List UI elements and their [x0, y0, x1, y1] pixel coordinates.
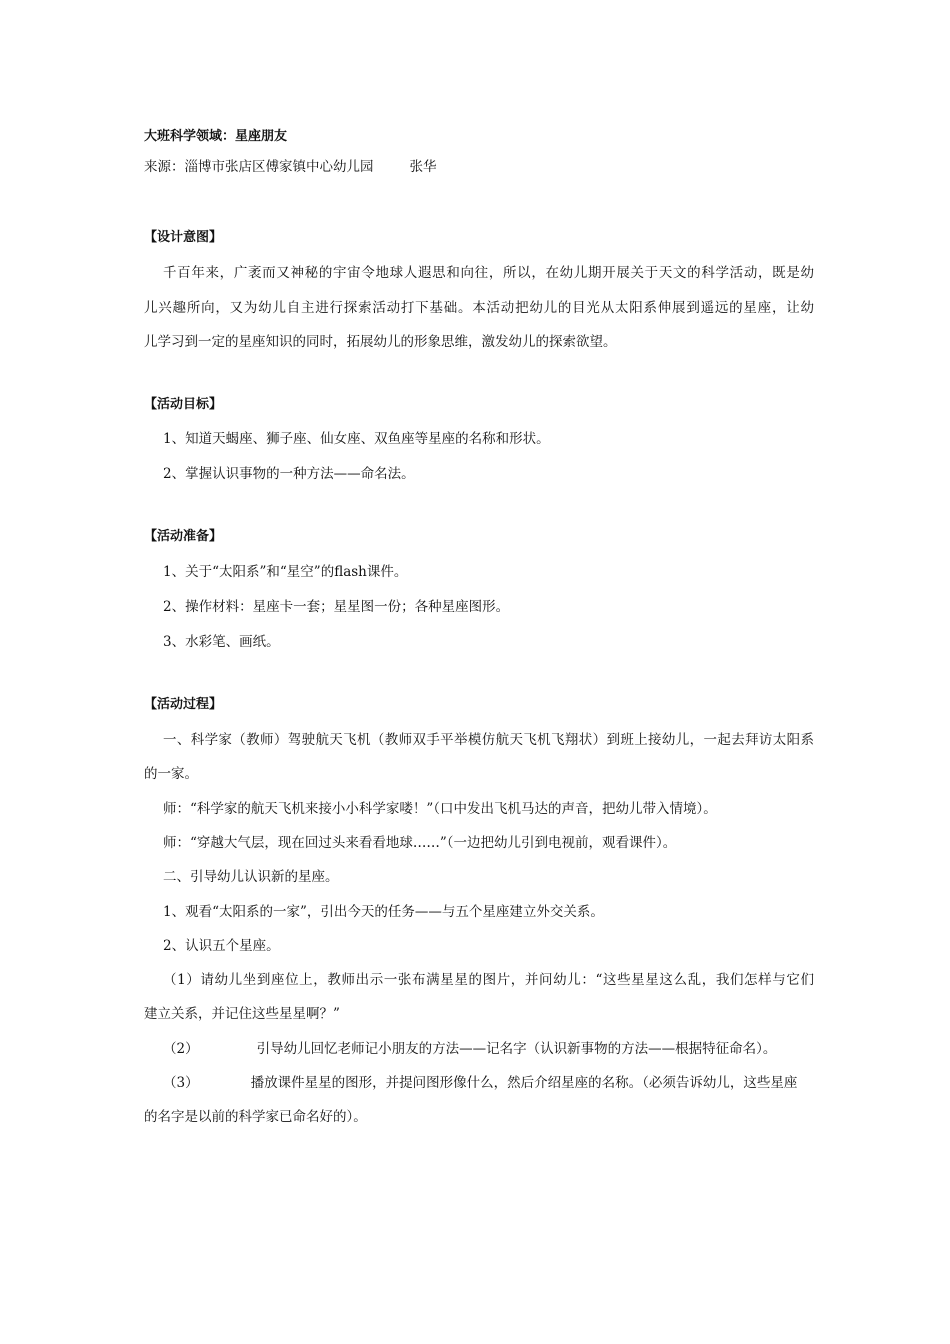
process-substep: 的名字是以前的科学家已命名好的）。 — [144, 1109, 367, 1125]
process-step: 1、观看“太阳系的一家”，引出今天的任务——与五个星座建立外交关系。 — [163, 904, 604, 920]
process-paragraph: 的一家。 — [144, 766, 198, 782]
process-paragraph: 一、科学家（教师）驾驶航天飞机（教师双手平举模仿航天飞机飞翔状）到班上接幼儿，一起去拜访太阳系 — [163, 732, 814, 748]
author-name: 张华 — [409, 159, 437, 175]
process-substep — [163, 1040, 814, 1058]
process-substep — [163, 1074, 814, 1092]
design-line: 儿学习到一定的星座知识的同时，拓展幼儿的形象思维，激发幼儿的探索欲望。 — [144, 334, 617, 350]
prep-item: 2、操作材料：星座卡一套；星星图一份；各种星座图形。 — [163, 599, 510, 615]
goal-item: 2、掌握认识事物的一种方法——命名法。 — [163, 466, 415, 482]
prep-item: 3、水彩笔、画纸。 — [163, 634, 280, 650]
teacher-line: 师：“穿越大气层，现在回过头来看看地球……”（一边把幼儿引到电视前，观看课件）。 — [163, 835, 677, 851]
design-line: 千百年来，广袤而又神秘的宇宙令地球人遐思和向往，所以，在幼儿期开展关于天文的科学活动，既是幼 — [163, 265, 814, 281]
teacher-line: 师：“科学家的航天飞机来接小小科学家喽！”（口中发出飞机马达的声音，把幼儿带入情境）。 — [163, 801, 717, 817]
goal-item: 1、知道天蝎座、狮子座、仙女座、双鱼座等星座的名称和形状。 — [163, 431, 550, 447]
substep-text: 引导幼儿回忆老师记小朋友的方法——记名字（认识新事物的方法——根据特征命名）。 — [256, 1041, 777, 1057]
substep-number: （3） — [163, 1075, 199, 1091]
prep-heading: 【活动准备】 — [144, 529, 223, 544]
design-heading: 【设计意图】 — [144, 230, 223, 245]
document-title: 大班科学领域：星座朋友 — [144, 129, 288, 144]
process-step: 二、引导幼儿认识新的星座。 — [163, 869, 339, 885]
goals-heading: 【活动目标】 — [144, 397, 223, 412]
process-step: 2、认识五个星座。 — [163, 938, 280, 954]
substep-number: （2） — [163, 1041, 199, 1057]
design-line: 儿兴趣所向，又为幼儿自主进行探索活动打下基础。本活动把幼儿的目光从太阳系伸展到遥远的星座，让幼 — [144, 300, 814, 316]
process-step: 建立关系，并记住这些星星啊？” — [144, 1006, 340, 1022]
substep-text: 播放课件星星的图形，并提问图形像什么，然后介绍星座的名称。（必须告诉幼儿，这些星座 — [250, 1075, 798, 1091]
process-step: （1）请幼儿坐到座位上，教师出示一张布满星星的图片，并问幼儿：“这些星星这么乱，我们怎样与它们 — [163, 972, 814, 988]
prep-item: 1、关于“太阳系”和“星空”的flash课件。 — [163, 564, 408, 580]
process-heading: 【活动过程】 — [144, 697, 223, 712]
source-line — [144, 158, 814, 176]
source-label: 来源：淄博市张店区傅家镇中心幼儿园 — [144, 159, 374, 175]
